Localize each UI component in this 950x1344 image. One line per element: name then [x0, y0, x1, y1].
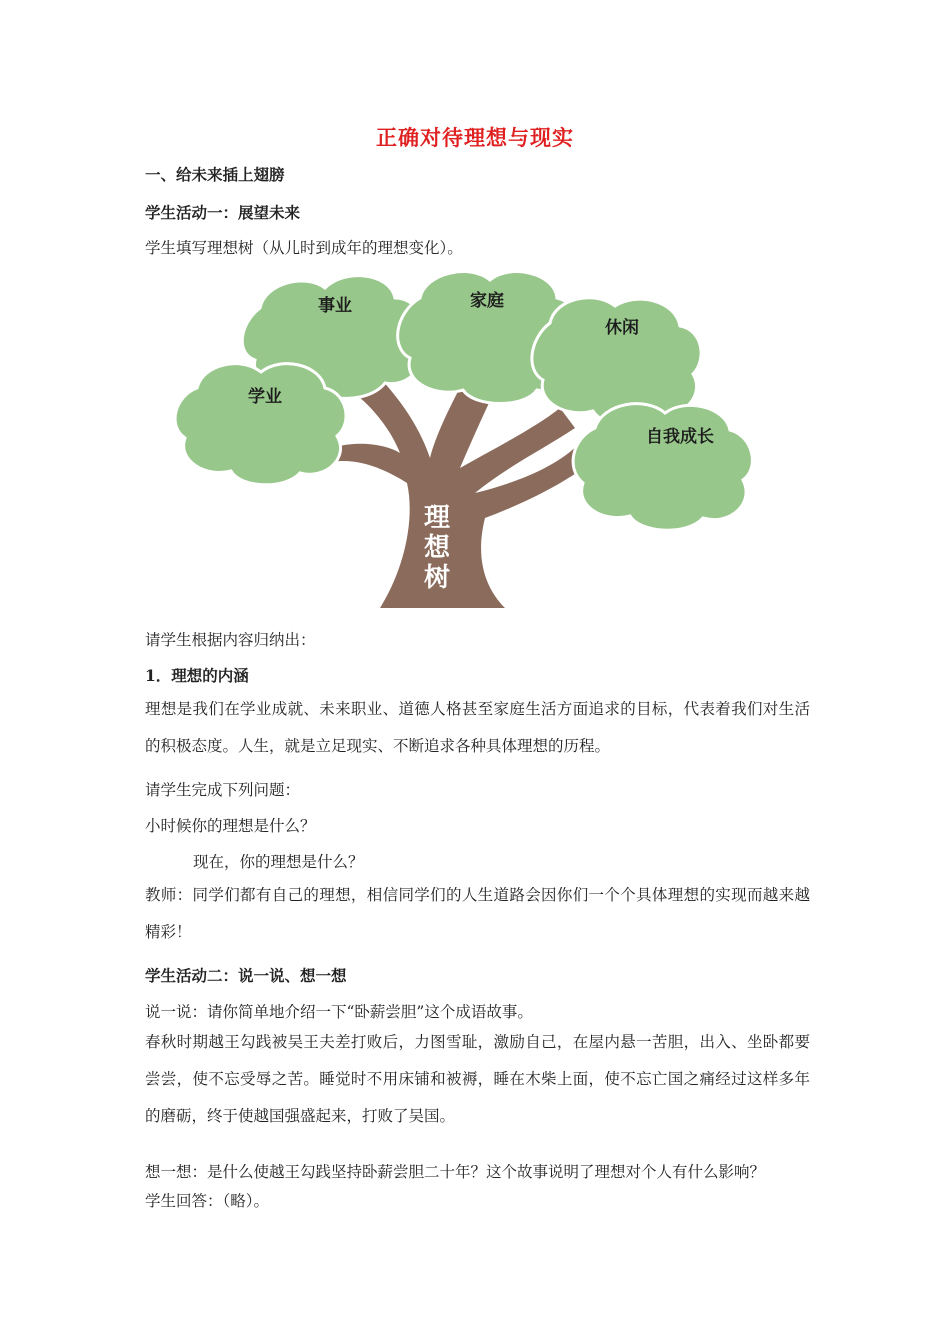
activity1-instruction: 学生填写理想树（从儿时到成年的理想变化）。 — [145, 239, 463, 257]
foliage-self-growth — [573, 404, 752, 531]
activity2-answer: 学生回答：（略）。 — [145, 1192, 270, 1210]
ideal-tree-illustration — [175, 268, 765, 613]
section-heading-1: 一、给未来插上翅膀 — [145, 165, 285, 184]
activity1-heading: 学生活动一：展望未来 — [145, 203, 301, 222]
trunk-label-char-3: 树 — [423, 563, 451, 593]
trunk-label-char-2: 想 — [423, 533, 451, 563]
activity2-story: 春秋时期越王勾践被吴王夫差打败后，力图雪耻，激励自己，在屋内悬一苦胆，出入、坐卧都要尝尝，使不忘受辱之苦。睡觉时不用床铺和被褥，睡在木柴上面，使不忘亡国之痛经过这样多年的磨砺，终于使越国强盛起来，打败了吴国。 — [145, 1033, 810, 1125]
leaf-label-family: 家庭 — [470, 291, 504, 311]
foliage-study — [175, 364, 346, 485]
activity2-think: 想一想：是什么使越王勾践坚持卧薪尝胆二十年？这个故事说明了理想对个人有什么影响？ — [145, 1163, 766, 1181]
ideal-tree-svg — [175, 268, 765, 613]
activity2-say: 说一说：请你简单地介绍一下“卧薪尝胆”这个成语故事。 — [145, 1003, 533, 1021]
point1-body: 理想是我们在学业成就、未来职业、道德人格甚至家庭生活方面追求的目标，代表着我们对生活的积极态度。人生，就是立足现实、不断追求各种具体理想的历程。 — [145, 700, 810, 755]
leaf-label-self-growth: 自我成长 — [646, 427, 714, 447]
leaf-label-career: 事业 — [318, 296, 352, 316]
leaf-label-study: 学业 — [248, 387, 282, 407]
summary-prompt: 请学生根据内容归纳出： — [145, 631, 316, 649]
teacher-remark: 教师：同学们都有自己的理想，相信同学们的人生道路会因你们一个个具体理想的实现而越来越精彩！ — [145, 886, 810, 941]
questions-prompt: 请学生完成下列问题： — [145, 781, 301, 799]
leaf-label-leisure: 休闲 — [605, 318, 639, 338]
trunk-label-char-1: 理 — [423, 503, 451, 533]
activity2-heading: 学生活动二：说一说、想一想 — [145, 966, 347, 985]
question-2: 现在，你的理想是什么？ — [193, 853, 364, 871]
page-title: 正确对待理想与现实 — [376, 125, 574, 150]
point1-heading: 1．理想的内涵 — [145, 666, 249, 685]
question-1: 小时候你的理想是什么？ — [145, 817, 316, 835]
